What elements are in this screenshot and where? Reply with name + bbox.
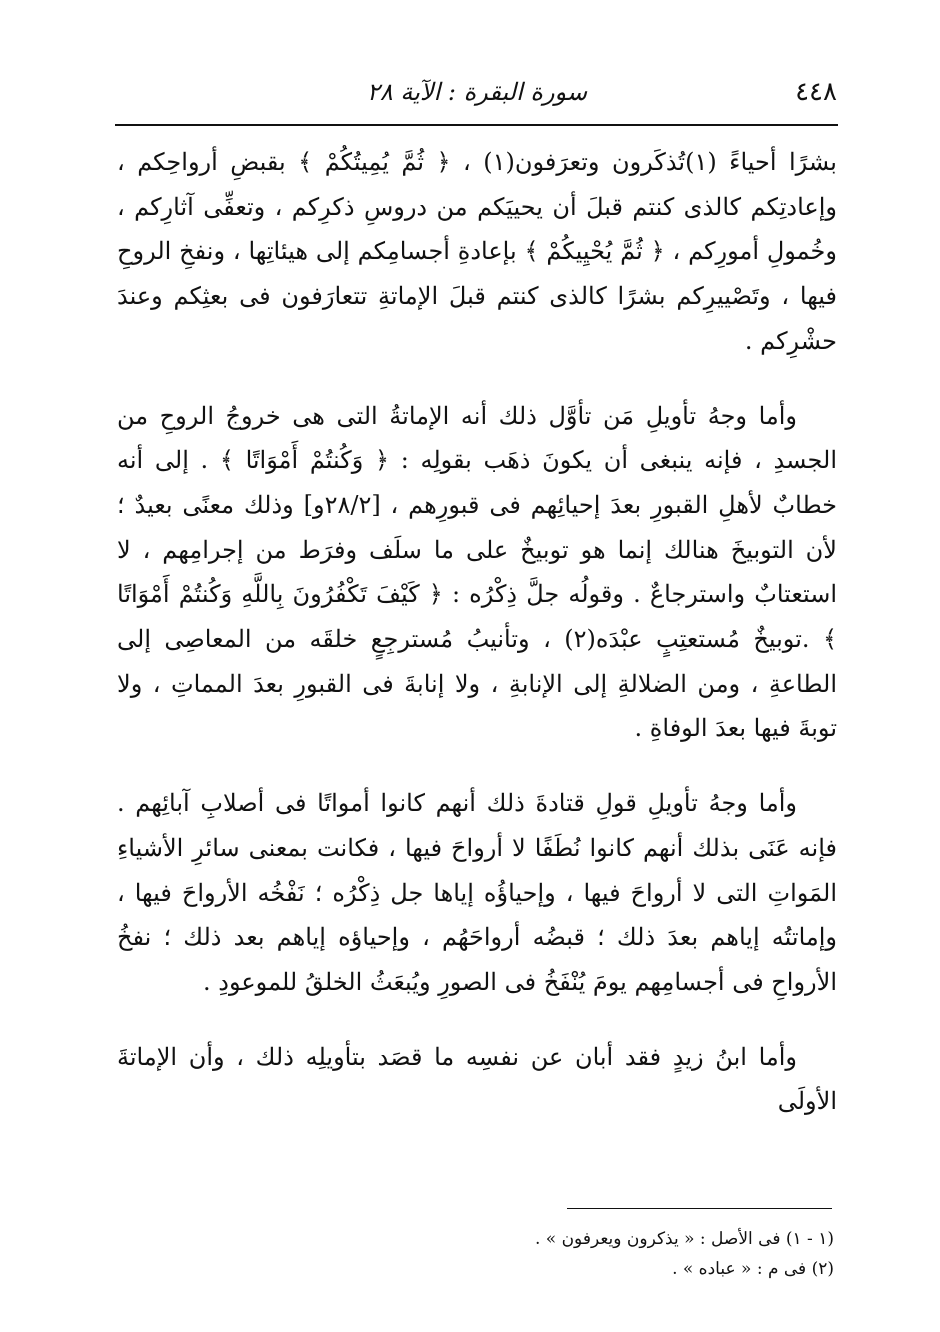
footnotes — [117, 1224, 834, 1284]
running-title: سورة البقرة : الآية ٢٨ — [366, 78, 588, 106]
body-text — [117, 140, 837, 1124]
paragraph-1: بشرًا أحياءً (١)تُذكَرون وتعرَفون(١) ، ﴿ ثُمَّ يُمِيتُكُمْ ﴾ بقبضِ أرواحِكم ، وإعادتِكم كالذى كنتم قبلَ أن يحييَكم من دروسِ ذكرِكم ، وتعفِّى آثارِكم ، وخُمولِ أمورِكم ، ﴿ ثُمَّ يُحْيِيكُمْ ﴾ بإعادةِ أجسامِكم إلى هيئاتِها ، ونفخِ الروحِ فيها ، وتَصْييرِكم بشرًا كالذى كنتم قبلَ الإماتةِ تتعارَفون فى بعثِكم وعندَ حشْرِكم . — [117, 148, 837, 355]
footnote-2: (٢) فى م : « عباده » . — [672, 1259, 834, 1279]
paragraph-4: وأما ابنُ زيدٍ فقد أبان عن نفسِه ما قصَد بتأويلِه ذلك ، وأن الإماتةَ الأولَى — [117, 1042, 837, 1116]
footnote-1: (١ - ١) فى الأصل : « يذكرون ويعرفون » . — [534, 1229, 834, 1249]
page-header — [117, 72, 837, 112]
page-number: ٤٤٨ — [795, 77, 837, 107]
footnote-rule — [567, 1208, 832, 1209]
header-rule — [115, 124, 838, 126]
paragraph-3: وأما وجهُ تأويلِ قولِ قتادةَ ذلك أنهم كانوا أمواتًا فى أصلابِ آبائِهم . فإنه عَنَى بذلك أنهم كانوا نُطَفًا لا أرواحَ فيها ، فكانت بمعنى سائرِ الأشياءِ المَواتِ التى لا أرواحَ فيها ، وإحياؤُه إياها جل ذِكْرُه ؛ نَفْخُه الأرواحَ فيها ، وإماتتُه إياهم بعدَ ذلك ؛ قبضُه أرواحَهُم ، وإحياؤه إياهم بعد ذلك ؛ نفخُ الأرواحِ فى أجسامِهم يومَ يُنْفَخُ فى الصورِ ويُبعَثُ الخلقُ للموعودِ . — [117, 789, 838, 996]
paragraph-2: وأما وجهُ تأويلِ مَن تأوَّل ذلك أنه الإماتةُ التى هى خروجُ الروحِ من الجسدِ ، فإنه ينبغى أن يكونَ ذهَب بقولِه : ﴿ وَكُنتُمْ أَمْوَاتًا ﴾ . إلى أنه خطابٌ لأهلِ القبورِ بعدَ إحيائِهم فى قبورِهم ، [٢٨/٢و] وذلك معنًى بعيدٌ ؛ لأن التوبيخَ هنالك إنما هو توبيخٌ على ما سلَف وفرَط من إجرامِهم ، لا استعتابٌ واسترجاعٌ . وقولُه جلَّ ذِكْرُه : ﴿ كَيْفَ تَكْفُرُونَ بِاللَّهِ وَكُنتُمْ أَمْوَاتًا ﴾ .توبيخٌ مُستعتِبٍ عبْدَه(٢) ، وتأنيبُ مُسترجِعٍ خلقَه من المعاصِى إلى الطاعةِ ، ومن الضلالةِ إلى الإنابةِ ، ولا إنابةَ فى القبورِ بعدَ المماتِ ، ولا توبةَ فيها بعدَ الوفاةِ . — [117, 401, 838, 743]
